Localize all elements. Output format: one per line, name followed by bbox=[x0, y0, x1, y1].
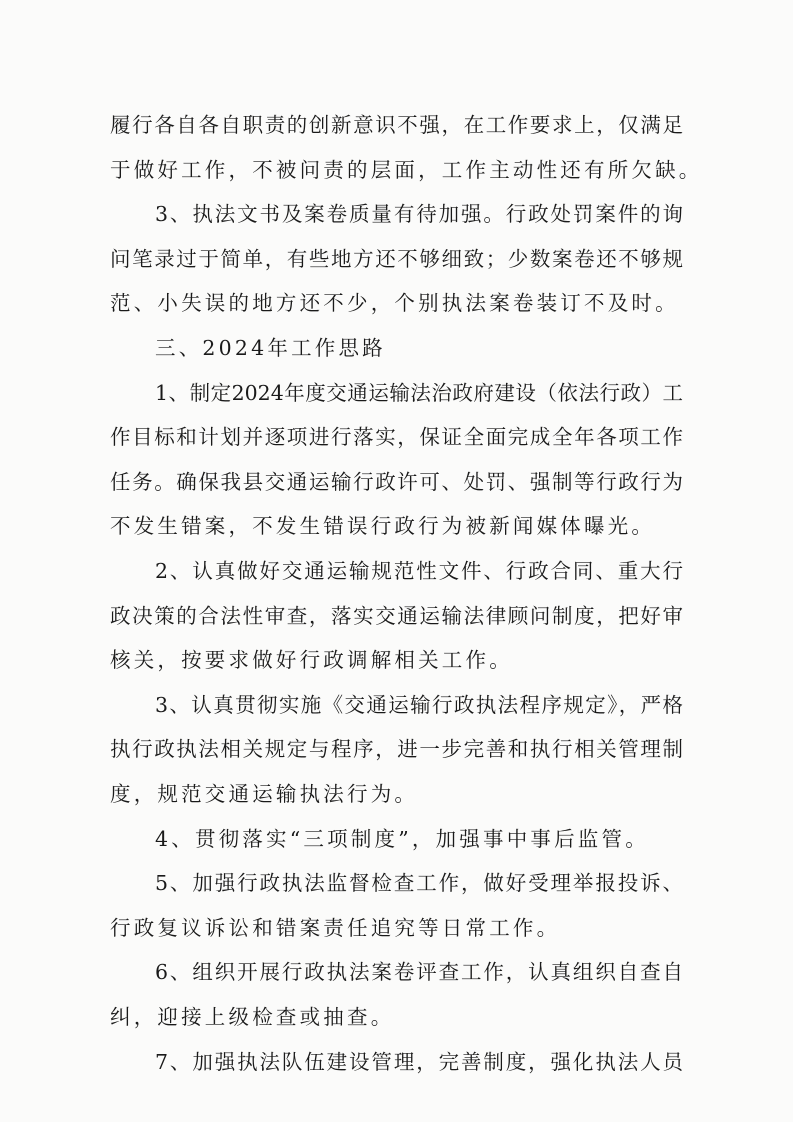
text-line: 不发生错案，不发生错误行政行为被新闻媒体曝光。 bbox=[110, 514, 656, 539]
text-line: 7、加强执法队伍建设管理，完善制度，强化执法人员 bbox=[155, 1049, 683, 1074]
text-line: 执行政执法相关规定与程序，进一步完善和执行相关管理制 bbox=[110, 737, 683, 762]
text-line: 任务。确保我县交通运输行政许可、处罚、强制等行政行为 bbox=[110, 469, 683, 494]
text-line: 核关，按要求做好行政调解相关工作。 bbox=[110, 648, 513, 673]
text-line: 于做好工作，不被问责的层面，工作主动性还有所欠缺。 bbox=[110, 157, 703, 182]
section-heading: 三、2024年工作思路 bbox=[155, 336, 386, 360]
text-line: 6、组织开展行政执法案卷评查工作，认真组织自查自 bbox=[155, 960, 683, 985]
text-line: 行政复议诉讼和错案责任追究等日常工作。 bbox=[110, 915, 561, 940]
text-line: 范、小失误的地方还不少，个别执法案卷装订不及时。 bbox=[110, 291, 679, 316]
text-line: 3、执法文书及案卷质量有待加强。行政处罚案件的询 bbox=[155, 202, 683, 227]
text-line: 3、认真贯彻实施《交通运输行政执法程序规定》，严格 bbox=[155, 692, 683, 717]
text-line: 度，规范交通运输执法行为。 bbox=[110, 782, 419, 806]
text-line: 政决策的合法性审查，落实交通运输法律顾问制度，把好审 bbox=[110, 603, 683, 628]
text-line: 2、认真做好交通运输规范性文件、行政合同、重大行 bbox=[155, 559, 683, 583]
text-line: 问笔录过于简单，有些地方还不够细致；少数案卷还不够规 bbox=[110, 246, 683, 271]
text-line: 5、加强行政执法监督检查工作，做好受理举报投诉、 bbox=[155, 871, 683, 896]
text-line: 1、制定2024年度交通运输法治政府建设（依法行政）工 bbox=[155, 380, 683, 405]
text-line: 作目标和计划并逐项进行落实，保证全面完成全年各项工作 bbox=[110, 425, 683, 450]
text-line: 履行各自各自职责的创新意识不强，在工作要求上，仅满足 bbox=[110, 113, 683, 137]
text-line: 4、贯彻落实“三项制度”，加强事中事后监管。 bbox=[155, 826, 649, 851]
text-line: 纠，迎接上级检查或抽查。 bbox=[110, 1005, 395, 1029]
